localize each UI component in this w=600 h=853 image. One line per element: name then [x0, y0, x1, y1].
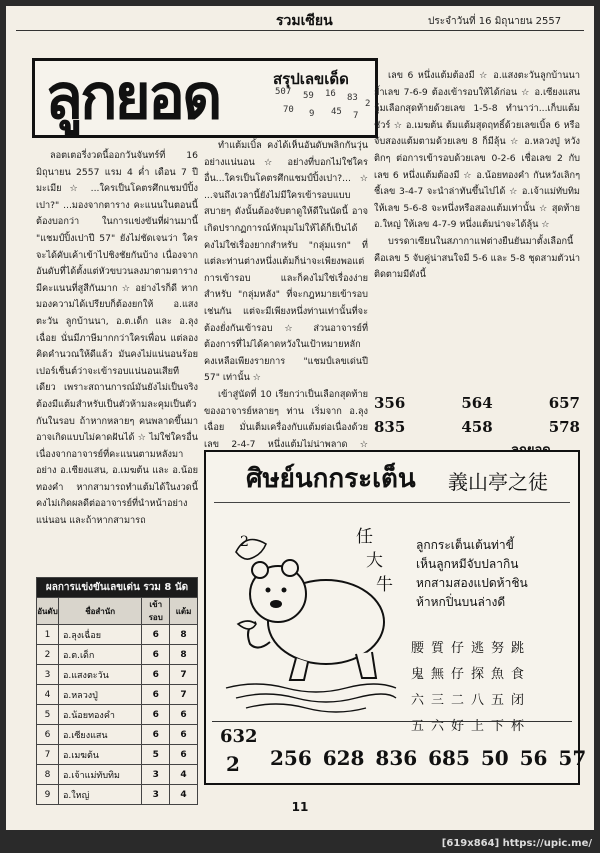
name-cell: อ.ต.เด็ก	[58, 645, 141, 665]
rank-cell: 8	[37, 765, 59, 785]
table-row	[37, 665, 198, 685]
ad-number-632: 632	[220, 726, 258, 747]
header-divider	[16, 30, 584, 31]
brand-title: รวมเซียน	[276, 13, 333, 29]
points-cell: 8	[170, 645, 198, 665]
col-header-points: แต้ม	[170, 598, 198, 625]
ad-vertical-char: 大	[366, 551, 383, 571]
lucky-number: 564	[461, 394, 493, 412]
logo-scatter-number: 507	[275, 87, 292, 97]
issue-date: ประจำวันที่ 16 มิถุนายน 2557	[428, 16, 562, 27]
left-paragraph: ลอตเตอรี่งวดนี้ออกวันจันทร์ที่ 16 มิถุนายน 2557 แรม 4 ค่ำ เดือน 7 ปีมะเมีย ☆ ...ใครเป็นโคตรศึกแชมป์ปิ้งเปา?" ...มองจากตาราง คะแนนในตอนนี้ต้องบอกว่า ในการแข่งขันที่ผ่านมานี้ "แชมป์ปิ้งเปาปี 57" ยังไม่ชัดเจนว่า ใครจะได้คับเค้าเข้าไปชิงชัยกันบ้าง เนื่องจากอันดับที่ได้ตั้งแต่หัวขบวนลงมาตามตารางมีคะแนนที่สูสีกันมาก ☆ อย่างไรก็ดี หากมองความได้เปรียบก็ต้องยกให้ อ.แสงตะวัน ลูกบ้านนา, อ.ต.เด็ก และ อ.ลุงเฉื่อย นั่นมีภาษีมากกว่าใครเพื่อน แต่ลองคิดคำนวณให้ดีแล้ว มันคงไม่แน่นอนร้อยเปอร์เซ็นต์ว่าจะเข้ารอบแน่นอนเสียทีเดียว เพราะสถานการณ์มันยังไม่เป็นจริง ต้องมีแต้มสำหรับเป็นตัวห้ามละคุมเป็นตัวกันในรอบ ถ้าหากหลายๆ คนพลาดขึ้นมาอาจเกิดแบบไม่คาดฝันได้ ☆ ไม่ใช่ใครอื่น เนื่องจากอาจารย์ที่คะแนนตามหลังมา อย่าง อ.เซียงแสน, อ.เมฆต้น และ อ.น้อยทองคำ หากสามารถทำแต้มได้ในงวดนี้ คงไม่เกิดผลดีต่ออาจารย์ที่นำหน้าอย่างแน่นอน และถ้าหากสามารถ	[36, 150, 198, 527]
points-cell: 4	[170, 785, 198, 805]
ad-cn-line: 五六好上下杯	[411, 719, 532, 734]
rank-cell: 5	[37, 705, 59, 725]
ad-number-strip	[212, 721, 587, 779]
logo-scatter-number: 83	[347, 93, 358, 103]
ad-verse-line: เห็นลูกหมีจับปลากิน	[416, 557, 519, 571]
ad-verse-line: ลูกกระเต็นเต้นท่าขี้	[416, 538, 514, 552]
ad-cn-line: 腰質仔逃努跳	[411, 641, 532, 656]
rank-cell: 7	[37, 745, 59, 765]
lucky-number: 578	[548, 418, 580, 436]
table-row	[37, 645, 198, 665]
qualified-cell: 6	[142, 665, 170, 685]
ad-verse-line: ห้าหกปิ่นบนล่างดี	[416, 595, 506, 609]
lucky-number-grid	[374, 394, 580, 442]
qualified-cell: 6	[142, 705, 170, 725]
left-column	[36, 148, 198, 572]
name-cell: อ.เจ้าแม่ทับทิม	[58, 765, 141, 785]
name-cell: อ.เมฆต้น	[58, 745, 141, 765]
logo-scatter-number: 9	[309, 109, 315, 119]
right-paragraph: เลข 6 หนึ่งแต้มต้องมี ☆ อ.แสงตะวันลูกบ้านนา ย้ำเลข 7-6-9 ต้องเข้ารอบให้ได้ก่อน ☆ อ.เซียงแสน อุ้มเลือกสุดท้ายด้วยเลข 1-5-8 ทำนาว่า...เก็บแต้มชัวร์ ☆ อ.เมฆต้น ต้มแต้มสุดฤทธิ์ด้วยเลขเบิ้ล 6 หรือจับสองแต้มตามด้วยเลข 8 ก็มีลุ้น ☆ อ.หลวงปู่ หวังติกๆ ต่อการเข้ารอบด้วยเลข 0-2-6 เชื่อเลข 2 กับเลข 6 หนึ่งแต้มต้องมี ☆ อ.น้อยทองคำ กันหวังเลิกๆ ชี้เลข 3-4-7 จะนำล่าทันขึ้นไปได้ ☆ อ.เจ้าแม่ทับทิม ให้เลข 5-6-8 จะหนึ่งหรือสองแต้มเท่านั้น ☆ สุดท้าย อ.ใหญ่ ให้เลข 4-7-9 หนึ่งแต้มน่าจะได้ลุ้น ☆	[374, 70, 580, 231]
points-cell: 6	[170, 725, 198, 745]
mid-paragraph: ทำแต้มเบิ้ล คงได้เห็นอันดับพลิกกันวุ่นอย่างแน่นอน ☆ อย่างที่บอกไม่ใช่ใครอื่น...ใครเป็นโคตรศึกแชมป์ปิ้งเปา?... ☆ ...จนถึงเวลานี้ยังไม่มีใครเข้ารอบแบบสบายๆ ดังนั้นต้องจับตาดูให้ดีในนัดนี้ อาจเกิดปรากฏการณ์หักมุมไม่ให้ได้ก็เป็นได้ คงไม่ใช่เรื่องยากสำหรับ "กลุ่มแรก" ที่แต่ละท่านต่างหนึ่งแต้มก็น่าจะเพียงพอแต่การเข้ารอบ และก็คงไม่ใช่เรื่องง่ายสำหรับ "กลุ่มหลัง" ที่จะกฎหมายเข้ารอบเช่นกัน แต่จะมีเพียงหนึ่งท่านเท่านั้นที่จะต้องยั่งกันเข้ารอบ ☆ ส่วนอาจารย์ที่ต้องการที่ไม่ได้คาดหวังในเป้าหมายหลักคงเหลือเพียงรายการ "แชมป์เลขเด่นปี 57" เท่านั้น ☆	[204, 140, 368, 384]
logo-scatter-number: 7	[353, 111, 359, 121]
name-cell: อ.หลวงปู่	[58, 685, 141, 705]
right-column	[374, 68, 580, 390]
name-cell: อ.แสงตะวัน	[58, 665, 141, 685]
number-row	[374, 394, 580, 418]
qualified-cell: 6	[142, 645, 170, 665]
logo-scatter-number: 70	[283, 105, 294, 115]
logo-scatter-number: 59	[303, 91, 314, 101]
name-cell: อ.เซียงแสน	[58, 725, 141, 745]
ad-vertical-char: 牛	[376, 575, 393, 595]
column-logo	[32, 58, 378, 138]
ad-divider	[214, 502, 570, 503]
ad-number-2: 2	[226, 752, 240, 776]
qualified-cell: 6	[142, 625, 170, 645]
rank-cell: 2	[37, 645, 59, 665]
rank-cell: 3	[37, 665, 59, 685]
standings-table	[36, 577, 198, 805]
lucky-number: 356	[374, 394, 406, 412]
lucky-number: 657	[548, 394, 580, 412]
newspaper-page	[6, 6, 594, 830]
qualified-cell: 6	[142, 725, 170, 745]
table-row	[37, 745, 198, 765]
ad-vertical-char: 任	[356, 527, 373, 547]
watermark: [619x864] https://upic.me/	[441, 838, 592, 849]
name-cell: อ.น้อยทองคำ	[58, 705, 141, 725]
logo-title: ลูกยอด	[45, 60, 220, 133]
name-cell: อ.ใหญ่	[58, 785, 141, 805]
bear-illustration	[216, 512, 402, 712]
ad-title: ศิษย์นกกระเต็น	[246, 464, 416, 494]
table-row	[37, 725, 198, 745]
rank-cell: 1	[37, 625, 59, 645]
name-cell: อ.ลุงเฉื่อย	[58, 625, 141, 645]
points-cell: 7	[170, 685, 198, 705]
rank-cell: 4	[37, 685, 59, 705]
points-cell: 4	[170, 765, 198, 785]
logo-scatter-number: 45	[331, 107, 342, 117]
mid-paragraph: เข้าสู่นัดที่ 10 เรียกว่าเป็นเลือกสุดท้ายของอาจารย์หลายๆ ท่าน เริ่มจาก อ.ลุงเฉื่อย มั่นเต็มเครื่องกับแต้มต่อเนื่องด้วยเลข 2-4-7 หนึ่งแต้มไม่น่าพลาด ☆	[204, 388, 368, 450]
points-cell: 8	[170, 625, 198, 645]
logo-scatter-number: 2	[365, 99, 371, 109]
ad-verse-line: หกสามสองแปดห้าชิน	[416, 576, 528, 590]
table-row	[37, 765, 198, 785]
qualified-cell: 5	[142, 745, 170, 765]
logo-scatter-number: 16	[325, 89, 336, 99]
kingfisher-ad-box	[204, 450, 587, 785]
table-row	[37, 685, 198, 705]
points-cell: 6	[170, 745, 198, 765]
rank-cell: 6	[37, 725, 59, 745]
qualified-cell: 3	[142, 765, 170, 785]
points-cell: 6	[170, 705, 198, 725]
col-header-rank: อันดับ	[37, 598, 59, 625]
ad-number-row: 256 628 836 685 50 56 57	[270, 746, 587, 770]
right-paragraph: บรรดาเซียนในสภากาแฟต่างยืนยันมาตั้งเลือกนี้คือเลข 5 จับคู่น่าสนใจมี 5-6 และ 5-8 ชุดสามตัวน่าติดตามมีดังนี้	[374, 235, 580, 281]
qualified-cell: 3	[142, 785, 170, 805]
table-caption: ผลการแข่งขันเลขเด่น รวม 8 นัด	[37, 578, 198, 598]
points-cell: 7	[170, 665, 198, 685]
ad-cn-line: 六三二八五闭	[411, 693, 532, 708]
ad-cn-line: 鬼無仔探魚食	[411, 667, 532, 682]
logo-subtitle: สรุปเลขเด็ด	[273, 70, 349, 88]
page-number: 11	[291, 800, 309, 814]
svg-text:2: 2	[240, 534, 249, 550]
lucky-number: 458	[461, 418, 493, 436]
middle-column	[204, 138, 368, 448]
col-header-name: ชื่อสำนัก	[58, 598, 141, 625]
qualified-cell: 6	[142, 685, 170, 705]
lucky-number: 835	[374, 418, 406, 436]
ad-chinese-title: 義山亭之徒	[448, 470, 548, 494]
table-row	[37, 705, 198, 725]
col-header-qualified: เข้ารอบ	[142, 598, 170, 625]
ad-thai-verse	[416, 536, 528, 612]
rank-cell: 9	[37, 785, 59, 805]
table-row	[37, 625, 198, 645]
